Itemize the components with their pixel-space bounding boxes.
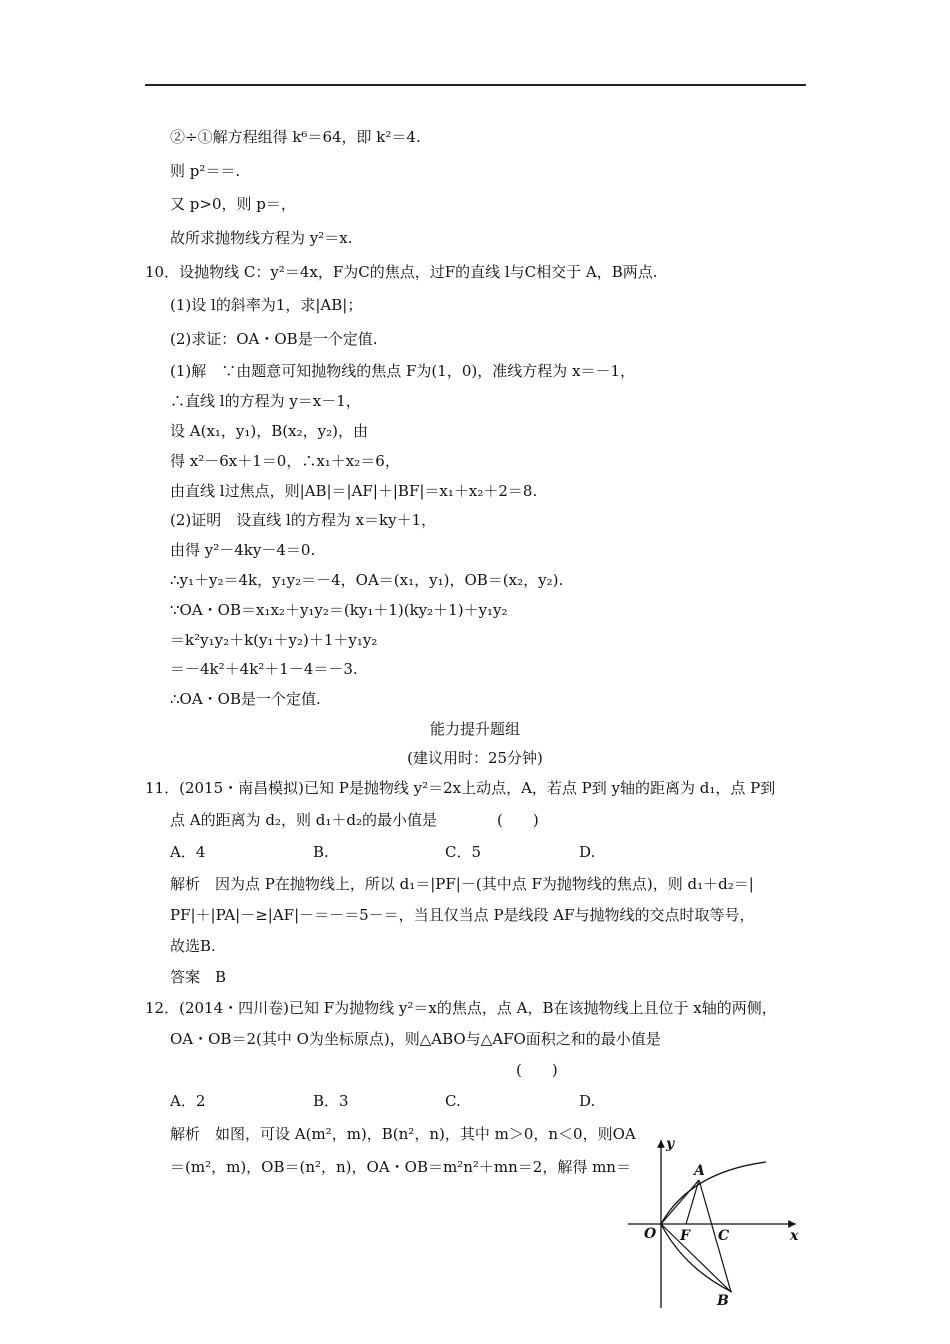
- text-line: 则 p²＝＝.: [170, 162, 241, 180]
- text-line: 得 x²－6x＋1＝0，∴x₁＋x₂＝6，: [170, 452, 400, 470]
- label-x: x: [790, 1228, 799, 1244]
- text-line: PF|＋|PA|－≥|AF|－＝－＝5－＝，当且仅当点 P是线段 AF与抛物线的交点时取等号，: [170, 906, 755, 924]
- question-10: 10．设抛物线 C：y²＝4x，F为C的焦点，过F的直线 l与C相交于 A，B两点.: [145, 263, 658, 281]
- text-line: 点 A的距离为 d₂，则 d₁＋d₂的最小值是 ( ): [170, 811, 539, 829]
- answer-line: 答案 B: [170, 968, 227, 986]
- text-line: ∴y₁＋y₂＝4k，y₁y₂＝－4，OA＝(x₁，y₁)，OB＝(x₂，y₂).: [170, 571, 564, 589]
- label-f: F: [680, 1228, 690, 1244]
- text-line: ∴OA・OB是一个定值.: [170, 690, 321, 708]
- section-subtitle: (建议用时：25分钟): [407, 749, 543, 767]
- segment-oa: [661, 1180, 699, 1224]
- answer-bracket: ( ): [516, 1061, 558, 1079]
- text-line: 故所求抛物线方程为 y²＝x.: [170, 229, 353, 247]
- option-c: C．5: [445, 843, 482, 861]
- text-line: ∴直线 l的方程为 y＝x－1，: [170, 392, 361, 410]
- text-line: 解析 因为点 P在抛物线上，所以 d₁＝|PF|－(其中点 F为抛物线的焦点)，则 d₁＋d₂＝|: [170, 875, 754, 893]
- label-a: A: [694, 1163, 705, 1179]
- text-line: (2)证明 设直线 l的方程为 x＝ky＋1，: [170, 511, 437, 529]
- segment-fa: [686, 1180, 699, 1224]
- text-line: ＝k²y₁y₂＋k(y₁＋y₂)＋1＋y₁y₂: [170, 631, 378, 649]
- parabola-curve: [661, 1162, 766, 1292]
- option-a: A．4: [170, 843, 206, 861]
- label-b: B: [717, 1293, 729, 1309]
- parabola-figure: [624, 1132, 814, 1312]
- text-line: ＝(m²，m)，OB＝(n²，n)，OA・OB＝m²n²＋mn＝2，解得 mn＝: [170, 1158, 631, 1176]
- label-c: C: [718, 1228, 730, 1244]
- option-c: C.: [445, 1092, 461, 1110]
- label-y: y: [666, 1136, 675, 1152]
- option-d: D.: [579, 1092, 596, 1110]
- text-line: ②÷①解方程组得 k⁶＝64，即 k²＝4.: [170, 128, 421, 146]
- text-line: 由直线 l过焦点，则|AB|＝|AF|＋|BF|＝x₁＋x₂＋2＝8.: [170, 482, 538, 500]
- question-12: 12．(2014・四川卷)已知 F为抛物线 y²＝x的焦点，点 A，B在该抛物线上且位于 x轴的两侧，: [145, 999, 777, 1017]
- text-line: ＝－4k²＋4k²＋1－4＝－3.: [170, 660, 358, 678]
- option-a: A．2: [170, 1092, 206, 1110]
- option-d: D.: [579, 843, 596, 861]
- text-line: 由得 y²－4ky－4＝0.: [170, 541, 316, 559]
- label-o: O: [644, 1226, 657, 1242]
- header-rule: [145, 84, 806, 86]
- text-line: 解析 如图，可设 A(m²，m)，B(n²，n)，其中 m＞0，n＜0，则OA: [170, 1125, 636, 1143]
- text-line: ∵OA・OB＝x₁x₂＋y₁y₂＝(ky₁＋1)(ky₂＋1)＋y₁y₂: [170, 601, 508, 619]
- text-line: 故选B.: [170, 937, 216, 955]
- text-line: 设 A(x₁，y₁)，B(x₂，y₂)，由: [170, 422, 368, 440]
- text-line: (2)求证：OA・OB是一个定值.: [170, 330, 378, 348]
- text-line: (1)解 ∵由题意可知抛物线的焦点 F为(1，0)，准线方程为 x＝－1，: [170, 362, 635, 380]
- section-title: 能力提升题组: [429, 720, 520, 738]
- option-b: B．3: [313, 1092, 349, 1110]
- text-line: 又 p>0，则 p＝，: [170, 195, 296, 213]
- option-b: B.: [313, 843, 329, 861]
- text-line: OA・OB＝2(其中 O为坐标原点)，则△ABO与△AFO面积之和的最小值是: [170, 1030, 661, 1048]
- question-11: 11．(2015・南昌模拟)已知 P是抛物线 y²＝2x上动点，A，若点 P到 y轴的距离为 d₁，点 P到: [145, 779, 776, 797]
- text-line: (1)设 l的斜率为1，求|AB|；: [170, 296, 363, 314]
